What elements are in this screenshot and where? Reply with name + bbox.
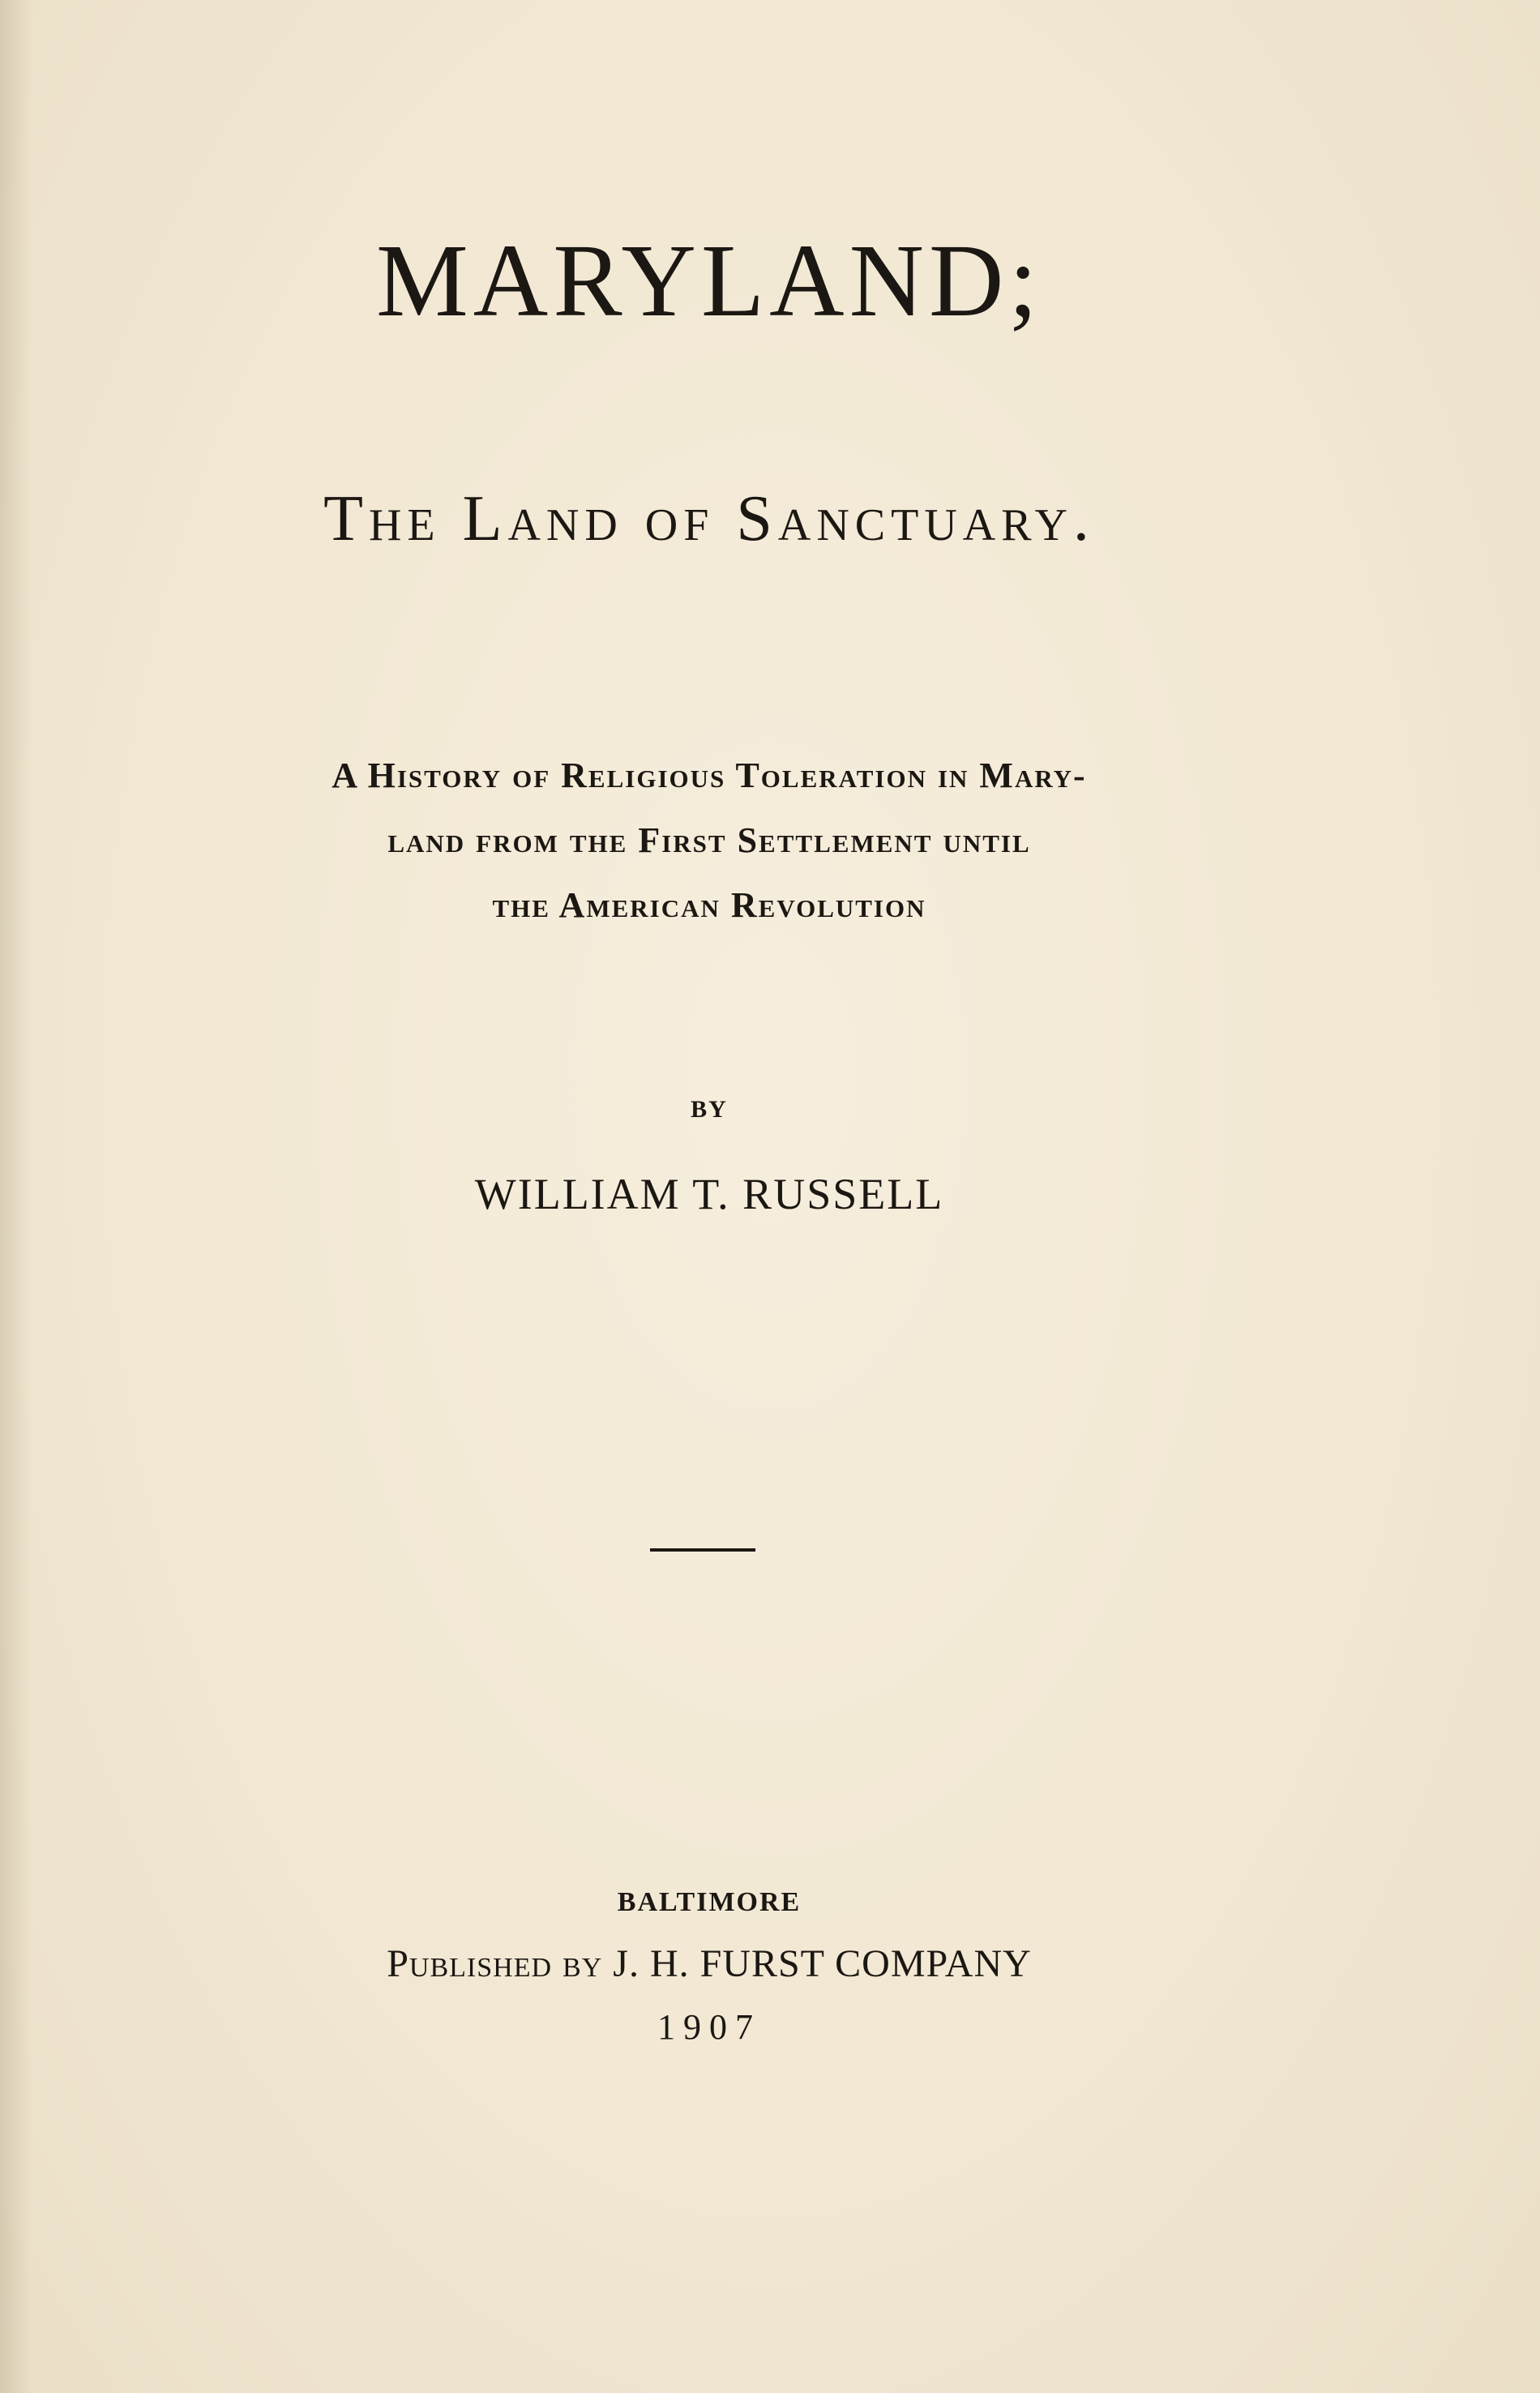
book-subtitle: The Land of Sanctuary.: [323, 483, 1095, 554]
description-line-3: the American Revolution: [492, 885, 926, 925]
divider-rule: [650, 1548, 755, 1552]
description-line-1: A History of Religious Toleration in Mary-: [332, 756, 1087, 795]
byline: BY: [691, 1096, 728, 1123]
description-line-2: land from the First Settlement until: [387, 820, 1031, 860]
imprint-year: 1907: [657, 2007, 761, 2047]
imprint-publisher-line: [0, 1941, 1418, 1986]
imprint-city: BALTIMORE: [617, 1887, 802, 1917]
published-by-label: Published by: [387, 1942, 603, 1985]
publisher-name: J. H. FURST COMPANY: [613, 1942, 1032, 1985]
author-name: WILLIAM T. RUSSELL: [474, 1170, 944, 1218]
book-title: MARYLAND;: [375, 223, 1043, 338]
